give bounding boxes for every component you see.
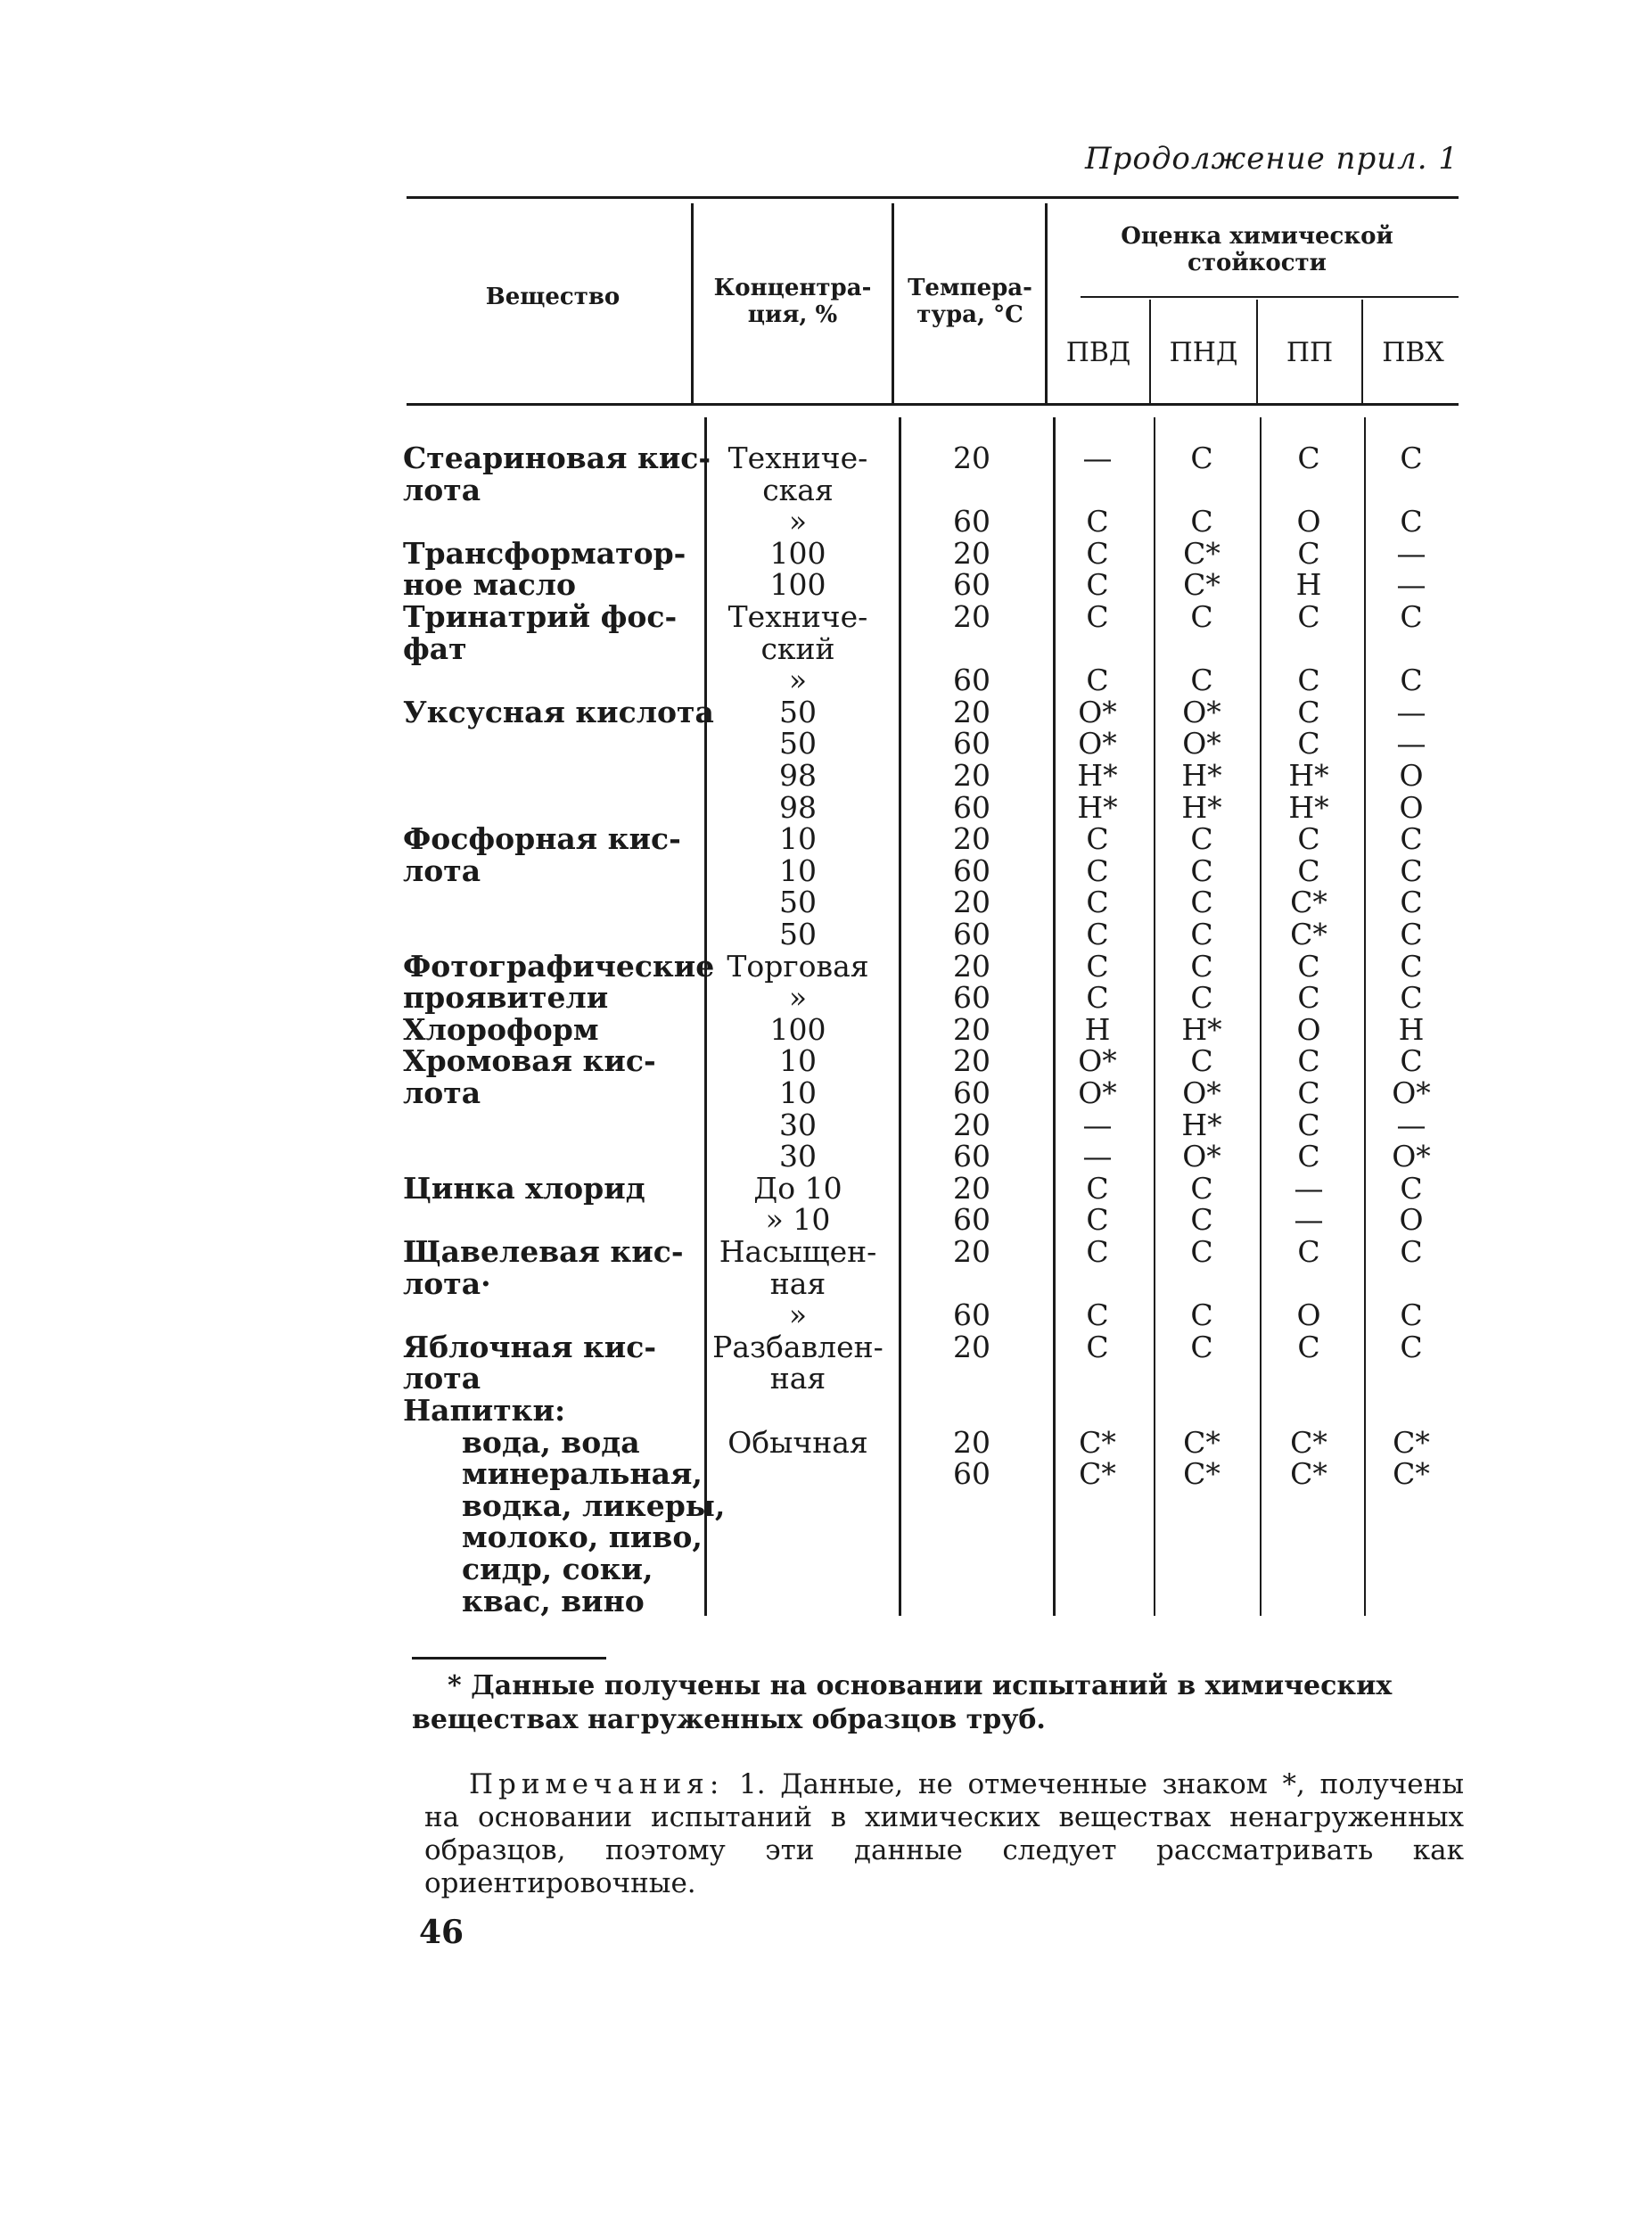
header-rating-line: Оценка химической: [1121, 223, 1393, 250]
cell-rating-pvd: С: [1086, 567, 1109, 602]
cell-rating-pvd: С: [1086, 917, 1109, 951]
cell-rating-pp: С: [1297, 599, 1320, 634]
table-row: [0, 1077, 1652, 1109]
cell-temperature: 20: [953, 695, 990, 729]
cell-rating-pvh: —: [1396, 567, 1426, 602]
cell-concentration: »: [788, 1297, 808, 1332]
cell-concentration: 10: [779, 821, 817, 856]
cell-substance: Напитки:: [403, 1393, 566, 1428]
header-concentration-line: Концентра-: [713, 275, 872, 301]
table-row: [0, 601, 1652, 633]
cell-concentration: 98: [779, 790, 817, 825]
cell-concentration: 30: [779, 1108, 817, 1142]
cell-rating-pp: С: [1297, 695, 1320, 729]
cell-rating-pp: Н*: [1288, 790, 1329, 825]
cell-rating-pvd: С: [1086, 1171, 1109, 1206]
cell-rating-pvh: —: [1396, 695, 1426, 729]
cell-temperature: 60: [953, 1202, 990, 1237]
notes-label: Примечания:: [469, 1768, 725, 1800]
header-rating-line: стойкости: [1188, 250, 1327, 276]
cell-temperature: 60: [953, 1297, 990, 1332]
cell-rating-pnd: С: [1190, 504, 1213, 539]
cell-rating-pnd: О*: [1182, 726, 1221, 761]
cell-rating-pvh: О: [1399, 1202, 1424, 1237]
table-row: [0, 696, 1652, 729]
cell-rating-pvd: —: [1082, 1139, 1113, 1174]
cell-concentration: Разбавлен-: [712, 1330, 884, 1364]
cell-substance: Фосфорная кис-: [403, 821, 681, 856]
cell-substance: Стеариновая кис-: [403, 441, 711, 475]
cell-rating-pvh: С: [1400, 1234, 1423, 1269]
cell-rating-pvh: —: [1396, 726, 1426, 761]
cell-concentration: Техниче-: [727, 599, 868, 634]
cell-rating-pvh: С: [1400, 980, 1423, 1015]
cell-rating-pnd: С: [1190, 1297, 1213, 1332]
cell-temperature: 60: [953, 917, 990, 951]
table-row: [0, 1173, 1652, 1205]
header-temperature-line: Темпера-: [908, 275, 1032, 301]
table-row: [0, 664, 1652, 696]
cell-rating-pvd: —: [1082, 1108, 1113, 1142]
table-row: [0, 569, 1652, 601]
cell-rating-pvd: С: [1086, 1297, 1109, 1332]
cell-concentration: 98: [779, 758, 817, 793]
table-row: [0, 1427, 1652, 1459]
rating-group-rule: [1081, 296, 1459, 298]
cell-temperature: 60: [953, 663, 990, 697]
cell-concentration: 50: [779, 885, 817, 919]
cell-temperature: 20: [953, 1425, 990, 1460]
cell-rating-pp: С: [1297, 980, 1320, 1015]
cell-concentration: » 10: [765, 1202, 831, 1237]
cell-temperature: 60: [953, 853, 990, 888]
cell-rating-pp: С: [1297, 853, 1320, 888]
cell-substance: Хромовая кис-: [403, 1043, 656, 1078]
cell-rating-pp: С: [1297, 1043, 1320, 1078]
cell-rating-pvh: О: [1399, 758, 1424, 793]
cell-concentration: 100: [769, 567, 826, 602]
table-row: [0, 1585, 1652, 1618]
cell-rating-pnd: С: [1190, 599, 1213, 634]
header-temperature: [894, 275, 1046, 328]
cell-rating-pvd: С: [1086, 1202, 1109, 1237]
cell-concentration: 50: [779, 917, 817, 951]
table-row: [0, 886, 1652, 918]
cell-rating-pvh: —: [1396, 1108, 1426, 1142]
cell-rating-pvh: С: [1400, 1330, 1423, 1364]
cell-concentration: 10: [779, 1043, 817, 1078]
cell-rating-pvh: С: [1400, 441, 1423, 475]
cell-rating-pvd: С: [1086, 663, 1109, 697]
cell-temperature: 20: [953, 1234, 990, 1269]
cell-substance: Цинка хлорид: [403, 1171, 645, 1206]
cell-substance: фат: [403, 631, 467, 666]
cell-substance: лота: [403, 1361, 481, 1396]
cell-temperature: 60: [953, 1075, 990, 1110]
cell-rating-pp: С: [1297, 1234, 1320, 1269]
cell-rating-pvd: С: [1086, 885, 1109, 919]
table-row: [0, 633, 1652, 665]
header-rating-group: [1052, 223, 1462, 276]
table-row: [0, 1395, 1652, 1427]
footnote-rule: [412, 1657, 606, 1660]
cell-concentration: 10: [779, 853, 817, 888]
cell-rating-pp: О: [1296, 1297, 1321, 1332]
header-pvd: ПВД: [1065, 337, 1131, 368]
cell-rating-pp: С: [1297, 1330, 1320, 1364]
cell-rating-pvh: С: [1400, 1171, 1423, 1206]
cell-substance: лота: [403, 473, 481, 507]
cell-temperature: 60: [953, 567, 990, 602]
cell-rating-pvh: С: [1400, 504, 1423, 539]
cell-concentration: ная: [769, 1266, 826, 1301]
table-top-rule: [407, 196, 1459, 199]
continuation-header: Продолжение прил. 1: [1085, 141, 1459, 177]
cell-rating-pnd: С: [1190, 821, 1213, 856]
cell-rating-pvd: Н: [1084, 1012, 1111, 1047]
cell-rating-pp: С*: [1290, 917, 1327, 951]
cell-rating-pvd: Н*: [1077, 758, 1118, 793]
cell-rating-pnd: С: [1190, 885, 1213, 919]
cell-rating-pvd: С*: [1079, 1425, 1116, 1460]
cell-substance: Трансформатор-: [403, 536, 686, 571]
table-row: [0, 823, 1652, 855]
table-row: [0, 1109, 1652, 1141]
cell-temperature: 20: [953, 1330, 990, 1364]
cell-substance: Тринатрий фос-: [403, 599, 678, 634]
header-pvh: ПВХ: [1382, 337, 1444, 368]
cell-rating-pvd: О*: [1078, 1043, 1117, 1078]
table-row: [0, 1521, 1652, 1553]
cell-rating-pvh: С*: [1393, 1456, 1430, 1491]
cell-concentration: ская: [762, 473, 834, 507]
cell-rating-pvh: С: [1400, 663, 1423, 697]
cell-rating-pnd: С: [1190, 1171, 1213, 1206]
cell-concentration: Насыщен-: [719, 1234, 877, 1269]
cell-rating-pvd: —: [1082, 441, 1113, 475]
cell-temperature: 20: [953, 1012, 990, 1047]
cell-rating-pp: С: [1297, 536, 1320, 571]
cell-rating-pp: С: [1297, 1108, 1320, 1142]
cell-rating-pnd: О*: [1182, 695, 1221, 729]
cell-rating-pvh: О: [1399, 790, 1424, 825]
cell-rating-pvd: С: [1086, 853, 1109, 888]
cell-concentration: Торговая: [727, 949, 869, 984]
cell-rating-pvh: С: [1400, 853, 1423, 888]
cell-substance: лота·: [403, 1266, 491, 1301]
header-pp: ПП: [1286, 337, 1334, 368]
table-row: [0, 728, 1652, 760]
cell-rating-pvh: С*: [1393, 1425, 1430, 1460]
cell-rating-pp: —: [1294, 1202, 1324, 1237]
cell-rating-pvh: —: [1396, 536, 1426, 571]
cell-substance: минеральная,: [462, 1456, 703, 1491]
table-row: [0, 1299, 1652, 1331]
cell-concentration: Техниче-: [727, 441, 868, 475]
header-substance: Вещество: [485, 284, 621, 310]
cell-concentration: Обычная: [727, 1425, 868, 1460]
cell-rating-pnd: С: [1190, 1043, 1213, 1078]
table-row: [0, 1204, 1652, 1236]
table-row: [0, 1363, 1652, 1395]
cell-rating-pp: —: [1294, 1171, 1324, 1206]
table-row: [0, 1268, 1652, 1300]
cell-rating-pp: Н: [1295, 567, 1322, 602]
table-row: [0, 1014, 1652, 1046]
cell-rating-pp: О: [1296, 1012, 1321, 1047]
cell-rating-pnd: О*: [1182, 1139, 1221, 1174]
cell-rating-pvh: С: [1400, 885, 1423, 919]
cell-rating-pvd: С: [1086, 536, 1109, 571]
cell-concentration: »: [788, 504, 808, 539]
cell-temperature: 20: [953, 536, 990, 571]
cell-rating-pvh: Н: [1398, 1012, 1425, 1047]
cell-concentration: 50: [779, 726, 817, 761]
table-row: [0, 1045, 1652, 1077]
cell-rating-pp: С*: [1290, 885, 1327, 919]
cell-rating-pnd: О*: [1182, 1075, 1221, 1110]
cell-rating-pnd: С: [1190, 853, 1213, 888]
cell-rating-pnd: С: [1190, 441, 1213, 475]
cell-rating-pp: Н*: [1288, 758, 1329, 793]
cell-rating-pnd: Н*: [1181, 1012, 1222, 1047]
cell-rating-pnd: С: [1190, 663, 1213, 697]
table-row: [0, 760, 1652, 792]
cell-concentration: 30: [779, 1139, 817, 1174]
cell-rating-pp: С*: [1290, 1425, 1327, 1460]
cell-rating-pp: С: [1297, 663, 1320, 697]
cell-substance: Яблочная кис-: [403, 1330, 657, 1364]
cell-substance: молоко, пиво,: [462, 1520, 703, 1554]
cell-concentration: »: [788, 663, 808, 697]
table-row: [0, 442, 1652, 474]
cell-temperature: 20: [953, 1171, 990, 1206]
cell-concentration: 50: [779, 695, 817, 729]
cell-temperature: 60: [953, 726, 990, 761]
cell-rating-pvd: О*: [1078, 726, 1117, 761]
table-row: [0, 506, 1652, 538]
cell-rating-pvh: С: [1400, 949, 1423, 984]
cell-rating-pnd: Н*: [1181, 790, 1222, 825]
table-row: [0, 1490, 1652, 1522]
cell-rating-pvh: О*: [1392, 1139, 1431, 1174]
cell-rating-pnd: С: [1190, 1202, 1213, 1237]
cell-concentration: ский: [760, 631, 835, 666]
cell-temperature: 60: [953, 504, 990, 539]
cell-rating-pnd: Н*: [1181, 758, 1222, 793]
cell-temperature: 20: [953, 949, 990, 984]
cell-rating-pp: С: [1297, 726, 1320, 761]
cell-rating-pvd: С: [1086, 599, 1109, 634]
cell-rating-pnd: Н*: [1181, 1108, 1222, 1142]
notes-text: 1. Данные, не отмеченные знаком *, получены на основании испытаний в химических веществах ненагруженных образцов, поэтому эти данные следует рассматривать как ориентировочные.: [424, 1768, 1464, 1899]
cell-temperature: 60: [953, 1456, 990, 1491]
cell-rating-pvh: С: [1400, 1297, 1423, 1332]
cell-substance: квас, вино: [462, 1584, 645, 1618]
table-row: [0, 792, 1652, 824]
header-temperature-line: тура, °C: [916, 301, 1023, 328]
notes: [424, 1768, 1464, 1900]
page-number: 46: [419, 1914, 464, 1951]
cell-temperature: 60: [953, 790, 990, 825]
cell-rating-pp: О: [1296, 504, 1321, 539]
cell-substance: ное масло: [403, 567, 577, 602]
cell-rating-pvd: С: [1086, 949, 1109, 984]
cell-rating-pvd: О*: [1078, 1075, 1117, 1110]
cell-substance: Хлороформ: [403, 1012, 599, 1047]
table-row: [0, 1141, 1652, 1173]
cell-substance: Фотографические: [403, 949, 715, 984]
cell-temperature: 20: [953, 1108, 990, 1142]
cell-rating-pnd: С: [1190, 1330, 1213, 1364]
cell-rating-pp: С: [1297, 821, 1320, 856]
cell-rating-pvd: Н*: [1077, 790, 1118, 825]
cell-substance: сидр, соки,: [462, 1552, 653, 1586]
table-row: [0, 1458, 1652, 1490]
cell-rating-pvd: С: [1086, 504, 1109, 539]
cell-rating-pvd: С: [1086, 821, 1109, 856]
cell-substance: вода, вода: [462, 1425, 640, 1460]
cell-substance: Щавелевая кис-: [403, 1234, 684, 1269]
table-row: [0, 982, 1652, 1014]
cell-rating-pp: С: [1297, 949, 1320, 984]
table-row: [0, 918, 1652, 951]
cell-temperature: 20: [953, 758, 990, 793]
cell-temperature: 20: [953, 885, 990, 919]
cell-rating-pp: С*: [1290, 1456, 1327, 1491]
cell-rating-pnd: С: [1190, 917, 1213, 951]
table-row: [0, 1236, 1652, 1268]
cell-temperature: 60: [953, 1139, 990, 1174]
cell-substance: лота: [403, 1075, 481, 1110]
cell-substance: проявители: [403, 980, 609, 1015]
cell-rating-pnd: С*: [1183, 536, 1221, 571]
table-row: [0, 1553, 1652, 1585]
cell-substance: лота: [403, 853, 481, 888]
cell-temperature: 20: [953, 821, 990, 856]
cell-substance: водка, ликеры,: [462, 1488, 726, 1523]
header-pnd: ПНД: [1169, 337, 1238, 368]
cell-rating-pnd: С*: [1183, 1456, 1221, 1491]
cell-rating-pp: С: [1297, 441, 1320, 475]
cell-concentration: 100: [769, 536, 826, 571]
cell-rating-pvh: С: [1400, 1043, 1423, 1078]
cell-rating-pvd: С: [1086, 1234, 1109, 1269]
cell-rating-pvh: С: [1400, 821, 1423, 856]
cell-rating-pnd: С*: [1183, 1425, 1221, 1460]
table-row: [0, 538, 1652, 570]
cell-temperature: 20: [953, 1043, 990, 1078]
cell-temperature: 60: [953, 980, 990, 1015]
header-concentration-line: ция, %: [747, 301, 838, 328]
cell-rating-pvd: С*: [1079, 1456, 1116, 1491]
cell-rating-pvh: С: [1400, 917, 1423, 951]
cell-concentration: 100: [769, 1012, 826, 1047]
cell-concentration: До 10: [753, 1171, 842, 1206]
table-row: [0, 474, 1652, 507]
cell-rating-pnd: С*: [1183, 567, 1221, 602]
cell-rating-pvd: С: [1086, 980, 1109, 1015]
cell-substance: Уксусная кислота: [403, 695, 714, 729]
cell-concentration: ная: [769, 1361, 826, 1396]
cell-rating-pp: С: [1297, 1075, 1320, 1110]
cell-concentration: »: [788, 980, 808, 1015]
footnote: * Данные получены на основании испытаний в химических веществах нагруженных образцов труб.: [412, 1670, 1393, 1735]
cell-rating-pp: С: [1297, 1139, 1320, 1174]
cell-rating-pnd: С: [1190, 1234, 1213, 1269]
table-row: [0, 855, 1652, 887]
header-concentration: [694, 275, 892, 328]
cell-rating-pvh: О*: [1392, 1075, 1431, 1110]
table-header-rule: [407, 403, 1459, 406]
cell-rating-pvh: С: [1400, 599, 1423, 634]
cell-rating-pvd: С: [1086, 1330, 1109, 1364]
cell-rating-pnd: С: [1190, 980, 1213, 1015]
cell-rating-pvd: О*: [1078, 695, 1117, 729]
cell-temperature: 20: [953, 599, 990, 634]
cell-rating-pnd: С: [1190, 949, 1213, 984]
table-row: [0, 951, 1652, 983]
table-row: [0, 1331, 1652, 1363]
cell-temperature: 20: [953, 441, 990, 475]
cell-concentration: 10: [779, 1075, 817, 1110]
